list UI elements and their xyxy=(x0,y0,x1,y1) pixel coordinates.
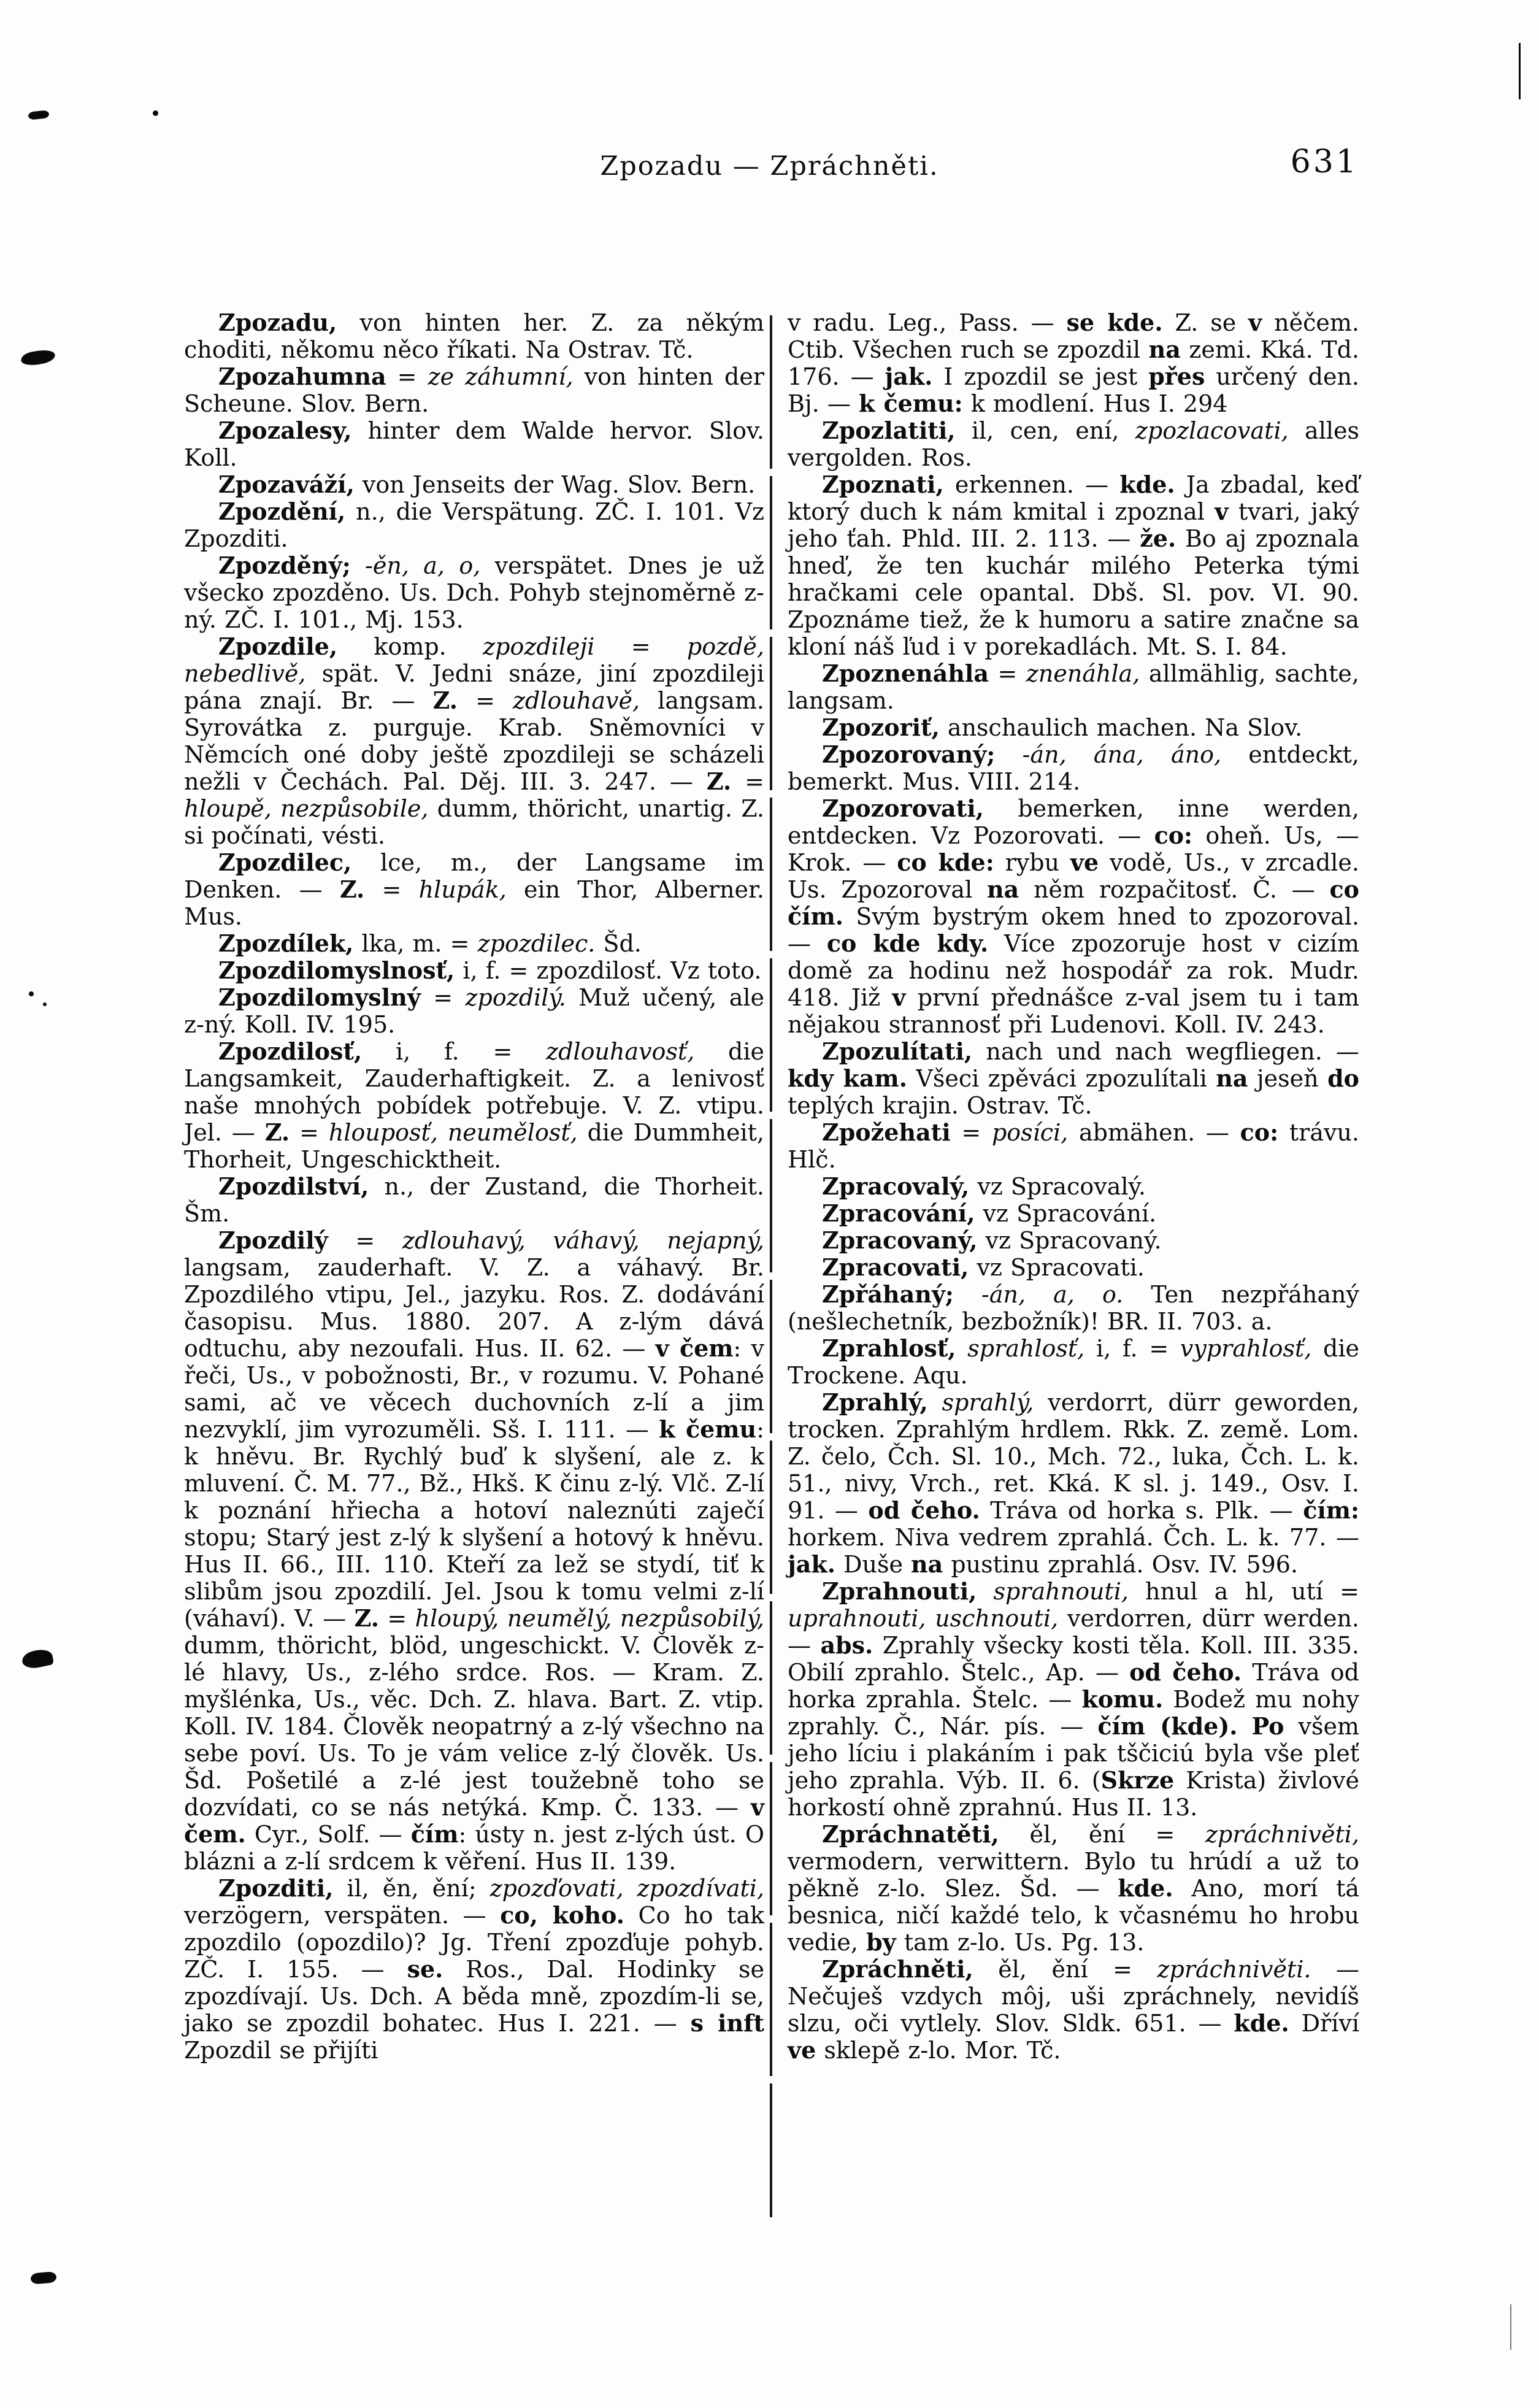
dictionary-entry-zprahany xyxy=(788,1281,1359,1335)
entry-bold-text: co: xyxy=(1154,821,1193,849)
entry-bold-text: Z. xyxy=(264,1118,290,1146)
entry-text: abmähen. — xyxy=(1068,1119,1240,1146)
entry-bold-text: na xyxy=(987,875,1019,903)
entry-text: Více zpozoruje host v cizím domě za hodinu než hospodář za rok. Mudr. 418. Již xyxy=(788,930,1359,1011)
dictionary-entry-zpozdeny xyxy=(184,552,764,633)
entry-text: i, f. = xyxy=(1084,1335,1180,1362)
dictionary-entry-zpozlatiti xyxy=(788,417,1359,471)
dictionary-entry-zpozdilstvi xyxy=(184,1173,764,1227)
entry-text: zemi. Kká. Td. 176. — xyxy=(788,336,1359,390)
entry-text: Co ho tak zpozdilo (opozdilo)? Jg. Tření zpozďuje pohyb. ZČ. I. 155. — xyxy=(184,1902,765,1983)
entry-bold-text: co čím. xyxy=(788,875,1360,930)
entry-text: pustinu zprahlá. Osv. IV. 596. xyxy=(943,1551,1299,1578)
entry-text: i, f. = xyxy=(362,1038,547,1065)
entry-bold-text: Zprahlosť, xyxy=(822,1334,956,1362)
entry-text: verzögern, verspäten. — xyxy=(184,1902,501,1929)
entry-text: die Dummheit, Thorheit, Ungeschicktheit. xyxy=(184,1119,764,1173)
entry-text: Bo aj zpoznala hneď, že ten kuchár milého Peterka tými hračkami cele opantal. Dbš. Sl. pov. VI. 90. Zpoznáme tiež, že k humoru a satire značne sa kloní náš ľud i v porekadlách. Mt. S. I. 84. xyxy=(788,525,1359,660)
entry-text: horkem. Niva vedrem zprahlá. Čch. L. k. 77. — xyxy=(788,1524,1359,1551)
right-column xyxy=(788,309,1359,2064)
entry-text: jeseň xyxy=(1248,1065,1328,1092)
entry-text: v radu. Leg., Pass. — xyxy=(788,309,1067,336)
entry-bold-text: co kde kdy. xyxy=(826,929,989,957)
entry-text: první přednášce z-val jsem tu i tam nějakou strannosť při Ludenovi. Koll. IV. 243. xyxy=(788,984,1359,1038)
entry-bold-text: Zpracování, xyxy=(822,1199,975,1227)
dictionary-entry-zprachnateti xyxy=(788,1821,1359,1956)
entry-bold-text: Zpozalesy, xyxy=(218,417,352,444)
entry-italic-text: -án, a, o. xyxy=(953,1281,1124,1308)
entry-text: verspätet. Dnes je už všecko zpozděno. Us. Dch. Pohyb stejnoměrně z-ný. ZČ. I. 101., Mj. 153. xyxy=(184,552,764,633)
scan-artifact-mark xyxy=(21,1647,55,1671)
entry-italic-text: vyprahlosť, xyxy=(1180,1335,1312,1362)
entry-italic-text: zpráchnivěti, xyxy=(1205,1821,1359,1848)
dictionary-entry-zprahnouti xyxy=(788,1578,1359,1821)
entry-italic-text: zpozdileji = pozdě, nebedlivě, xyxy=(184,633,764,687)
entry-text: bemerken, inne werden, entdecken. Vz Pozorovati. — xyxy=(788,795,1359,849)
entry-italic-text: sprahlý, xyxy=(927,1389,1034,1416)
entry-italic-text: hloupě, nezpůsobile, xyxy=(184,795,429,822)
entry-italic-text: zdlouhavě, xyxy=(513,687,640,714)
entry-text: nach und nach wegfliegen. — xyxy=(972,1038,1359,1065)
entry-bold-text: Zpozdilomyslný xyxy=(218,983,421,1011)
entry-italic-text: uprahnouti, uschnouti, xyxy=(788,1605,1059,1632)
dictionary-entry-zpracovaly xyxy=(788,1173,1359,1200)
entry-text: vodě, Us., v zrcadle. Us. Zpozoroval xyxy=(788,849,1360,903)
entry-text: vermodern, verwittern. Bylo tu hrúdí a už to pěkně z-lo. Slez. Šd. — xyxy=(788,1848,1359,1902)
entry-text: = xyxy=(731,768,765,795)
entry-bold-text: Zpozulítati, xyxy=(822,1037,973,1065)
dictionary-entry-zpozdile xyxy=(184,633,764,849)
scan-artifact-mark xyxy=(28,110,49,120)
entry-bold-text: jak. xyxy=(788,1550,835,1578)
entry-bold-text: v xyxy=(1215,498,1229,525)
entry-text: alles vergolden. Ros. xyxy=(788,417,1359,471)
entry-text: = xyxy=(328,1227,402,1254)
entry-bold-text: přes xyxy=(1148,363,1205,390)
entry-bold-text: Zpoznati, xyxy=(822,471,944,498)
entry-text: Dříví xyxy=(1289,2010,1359,2037)
entry-text: Svým bystrým okem hned to zpozoroval. — xyxy=(788,903,1359,957)
entry-bold-text: Zpráchnatěti, xyxy=(822,1820,999,1848)
entry-bold-text: Zpozdílek, xyxy=(218,929,354,957)
dictionary-entry-zpracovati xyxy=(788,1254,1359,1281)
entry-text: Bodež mu nohy zprahly. Č., Nár. pís. — xyxy=(788,1686,1359,1740)
entry-bold-text: Zpozdilý xyxy=(218,1226,328,1254)
entry-text: Ja zbadal, keď ktorý duch k nám kmital i zpoznal xyxy=(788,471,1359,525)
entry-bold-text: Zpozahumna xyxy=(218,363,386,390)
entry-bold-text: co: xyxy=(1240,1118,1279,1146)
entry-text: k modlení. Hus I. 294 xyxy=(962,390,1228,417)
entry-bold-text: Zpozlatiti, xyxy=(822,417,956,444)
entry-bold-text: na xyxy=(1216,1064,1248,1092)
entry-text: lce, m., der Langsame im Denken. — xyxy=(184,849,764,903)
entry-text: vz Spracovalý. xyxy=(969,1173,1146,1200)
entry-bold-text: Zpozdile, xyxy=(218,633,338,660)
entry-bold-text: Z. xyxy=(339,875,365,903)
entry-text: něm rozpačitosť. Č. — xyxy=(1019,876,1330,903)
scan-artifact-dot xyxy=(153,110,158,116)
entry-bold-text: Zpozdilomyslnosť, xyxy=(218,956,455,984)
entry-text: Z. se xyxy=(1162,309,1249,336)
entry-text: — Nečuješ vzdych môj, uši zpráchnely, nevidíš slzu, oči vytlely. Slov. Sldk. 651. — xyxy=(788,1956,1359,2037)
entry-bold-text: v xyxy=(892,983,906,1011)
entry-text: Zprahly všecky kosti těla. Koll. III. 335. Obilí zprahlo. Štelc., Ap. — xyxy=(788,1632,1359,1686)
entry-italic-text: -ěn, a, o, xyxy=(350,552,481,579)
entry-italic-text: zpozdilec. xyxy=(477,930,596,957)
entry-text: Šd. xyxy=(595,930,642,957)
entry-bold-text: do xyxy=(1327,1064,1359,1092)
entry-text: dumm, thöricht, blöd, ungeschickt. V. Člověk z-lé hlavy, Us., z-lého srdce. Ros. — Kram. Z. myšlénka, Us., věc. Dch. Z. hlava. Bart. Z. vtip. Koll. IV. 184. Člověk neopatrný a z-lý všechno na sebe poví. Us. To je vám velice z-lý člověk. Us. Šd. Pošetilé a z-lé jest toužebně toho se dozvídati, co se nás netýká. Kmp. Č. 133. — xyxy=(184,1632,764,1821)
entry-text: Všeci zpěváci zpozulítali xyxy=(907,1065,1216,1092)
entry-text: ein Thor, Alberner. Mus. xyxy=(184,876,765,930)
entry-bold-text: Zpozdilosť, xyxy=(218,1037,363,1065)
dictionary-entry-zpoznenahla xyxy=(788,660,1359,714)
entry-text: tvari, jaký jeho ťah. Phld. III. 2. 113. — xyxy=(788,498,1360,552)
entry-bold-text: Zpozaváží, xyxy=(218,471,355,498)
dictionary-entry-zpozehati xyxy=(788,1119,1359,1173)
dictionary-entry-zpozditi-continued xyxy=(788,309,1359,417)
entry-text: rybu xyxy=(994,849,1070,876)
entry-bold-text: Z. xyxy=(432,687,458,714)
entry-bold-text: Zpracovalý, xyxy=(822,1172,970,1200)
entry-text: = xyxy=(386,363,428,390)
entry-bold-text: se kde. xyxy=(1066,309,1163,336)
entry-bold-text: Po xyxy=(1251,1712,1284,1740)
column-divider-rule xyxy=(770,315,772,2217)
entry-text: vz Spracovaný. xyxy=(977,1227,1162,1254)
entry-bold-text: že. xyxy=(1140,525,1176,552)
entry-italic-text: zpráchnivěti. xyxy=(1157,1956,1311,1983)
entry-text: hnul a hl, utí = xyxy=(1128,1578,1359,1605)
entry-text: Cyr., Solf. — xyxy=(245,1821,411,1848)
entry-bold-text: ve xyxy=(788,2036,816,2064)
dictionary-entry-zpozdilek xyxy=(184,930,764,957)
entry-text: ěl, ění = xyxy=(999,1821,1205,1848)
entry-text: n., der Zustand, die Thorheit. Šm. xyxy=(184,1173,764,1227)
entry-text: von hinten der Scheune. Slov. Bern. xyxy=(184,363,764,417)
entry-bold-text: od čeho. xyxy=(868,1496,980,1524)
entry-italic-text: posíci, xyxy=(991,1119,1069,1146)
entry-text: erkennen. — xyxy=(943,471,1120,498)
entry-bold-text: Zprahlý, xyxy=(822,1388,928,1416)
scan-artifact-edge-line xyxy=(1510,2304,1511,2350)
dictionary-entry-zpozadu xyxy=(184,309,764,363)
entry-bold-text: kde. xyxy=(1118,1874,1173,1902)
entry-text: vz Spracování. xyxy=(975,1200,1157,1227)
entry-text: Zpozdil se přijíti xyxy=(184,2037,378,2064)
entry-bold-text: čím: xyxy=(1303,1496,1360,1524)
entry-italic-text: ze záhumní, xyxy=(428,363,574,390)
dictionary-entry-zpoznati xyxy=(788,471,1359,660)
entry-bold-text: s inft xyxy=(690,2009,764,2037)
entry-text: komp. xyxy=(337,633,483,660)
dictionary-entry-zpozdeni xyxy=(184,498,764,552)
entry-text: die Langsamkeit, Zauderhaftigkeit. Z. a lenivosť naše mnohých pobídek potřebuje. V. Z. vtipu. Jel. — xyxy=(184,1038,765,1146)
dictionary-entry-zpracovany xyxy=(788,1227,1359,1254)
entry-bold-text: čím xyxy=(410,1820,459,1848)
entry-italic-text: sprahnouti, xyxy=(977,1578,1129,1605)
entry-bold-text: Z. xyxy=(706,767,732,795)
entry-bold-text: Skrze xyxy=(1100,1766,1175,1794)
entry-bold-text: by xyxy=(866,1928,896,1956)
entry-bold-text: Zpracovaný, xyxy=(822,1226,978,1254)
entry-bold-text: na xyxy=(911,1550,943,1578)
entry-text: Muž učený, ale z-ný. Koll. IV. 195. xyxy=(184,984,765,1038)
entry-text: = xyxy=(457,687,513,714)
entry-bold-text: Zpráchněti, xyxy=(822,1955,973,1983)
entry-bold-text: Zpozdilec, xyxy=(218,848,352,876)
entry-bold-text: Zpozditi, xyxy=(218,1874,334,1902)
scan-artifact-mark xyxy=(20,348,56,367)
entry-text: = xyxy=(950,1119,992,1146)
dictionary-entry-zpozorit xyxy=(788,714,1359,741)
entry-bold-text: v čem. xyxy=(184,1793,764,1848)
dictionary-entry-zpozdilomyslnost xyxy=(184,957,764,984)
scan-artifact-dot xyxy=(43,1002,47,1006)
entry-italic-text: hlouposť, neumělosť, xyxy=(328,1119,578,1146)
dictionary-entry-zpozulitati xyxy=(788,1038,1359,1119)
dictionary-entry-zpozdily xyxy=(184,1227,764,1875)
entry-bold-text: abs. xyxy=(820,1631,873,1659)
entry-text: Ano, morí tá besnica, ničí každé telo, k včasnému ho hrobu vedie, xyxy=(788,1875,1359,1956)
entry-text: = xyxy=(988,660,1026,687)
entry-text: = xyxy=(290,1119,329,1146)
dictionary-entry-zpozahumna xyxy=(184,363,764,417)
entry-italic-text: zpozdilý. xyxy=(465,984,566,1011)
entry-bold-text: Zpoznenáhla xyxy=(822,660,989,687)
dictionary-entry-zpozalesy xyxy=(184,417,764,471)
entry-text: : k hněvu. Br. Rychlý buď k slyšení, ale z. k mluvení. Č. M. 77., Bž., Hkš. K činu z-lý. Vlč. Z-lí k poznání hřiecha a hotoví naleznúti zaječí stopu; Starý jest z-lý k slyšení a hotový k hněvu. Hus II. 66., III. 110. Kteří za lež se stydí, tiť k slibům jsou zpozdilí. Jel. Jsou k tomu velmi z-lí (váhaví). V. — xyxy=(184,1416,764,1632)
entry-bold-text: k čemu xyxy=(659,1415,757,1443)
entry-bold-text: na xyxy=(1148,336,1181,363)
entry-text: = xyxy=(420,984,466,1011)
entry-text: sklepě z-lo. Mor. Tč. xyxy=(816,2037,1061,2064)
entry-bold-text: kdy kam. xyxy=(788,1064,907,1092)
entry-text: Tráva od horka s. Plk. — xyxy=(980,1497,1303,1524)
entry-text: hinter dem Walde hervor. Slov. Koll. xyxy=(184,417,764,471)
entry-bold-text: co, koho. xyxy=(500,1901,624,1929)
entry-bold-text: se. xyxy=(407,1955,443,1983)
entry-text: von Jenseits der Wag. Slov. Bern. xyxy=(354,471,756,498)
dictionary-entry-zpracovani xyxy=(788,1200,1359,1227)
entry-text: Tráva od horka zprahla. Štelc. — xyxy=(788,1659,1359,1713)
entry-text: allmählig, sachte, langsam. xyxy=(788,660,1359,714)
scan-artifact-edge-line xyxy=(1519,43,1521,99)
entry-text: vz Spracovati. xyxy=(969,1254,1145,1281)
entry-bold-text: jak. xyxy=(885,363,933,390)
left-column xyxy=(184,309,764,2064)
entry-text: : ústy n. jest z-lých úst. O blázni a z-lí srdcem k věření. Hus II. 139. xyxy=(184,1821,764,1875)
page-number: 631 xyxy=(1290,144,1359,180)
entry-bold-text: kde. xyxy=(1234,2009,1289,2037)
entry-bold-text: Zpozdění, xyxy=(218,498,346,525)
scan-artifact-dot xyxy=(29,991,34,996)
dictionary-entry-zpozavazi xyxy=(184,471,764,498)
entry-text: ěl, ění = xyxy=(973,1956,1157,1983)
entry-bold-text: kde. xyxy=(1119,471,1175,498)
entry-text: spät. V. Jedni snáze, jiní zpozdileji pána znají. Br. — xyxy=(184,660,764,714)
entry-text: Ros., Dal. Hodinky se zpozdívají. Us. Dch. A běda mně, zpozdím-li se, jako se zpozdil bohatec. Hus I. 221. — xyxy=(184,1956,764,2037)
entry-text: von hinten her. Z. za někým choditi, někomu něco říkati. Na Ostrav. Tč. xyxy=(184,309,764,363)
entry-bold-text: Zpřáhaný; xyxy=(822,1280,954,1308)
entry-bold-text: Zpozorovaný; xyxy=(822,740,996,768)
entry-bold-text: čím (kde). xyxy=(1097,1712,1238,1740)
entry-text: lka, m. = xyxy=(353,930,478,957)
entry-italic-text: zdlouhavý, váhavý, nejapný, xyxy=(402,1227,764,1254)
entry-italic-text: zpozďovati, zpozdívati, xyxy=(489,1875,764,1902)
entry-text: i, f. = zpozdilosť. Vz toto. xyxy=(455,957,762,984)
entry-italic-text: zpozlacovati, xyxy=(1135,417,1289,444)
entry-text: verdorrt, dürr geworden, trocken. Zprahlým hrdlem. Rkk. Z. země. Lom. Z. čelo, Čch. Sl. 10., Mch. 72., luka, Čch. L. k. 51., nivy, Vrch., ret. Kká. K sl. j. 149., Osv. I. 91. — xyxy=(788,1389,1359,1524)
entry-bold-text: co kde: xyxy=(897,848,994,876)
entry-text xyxy=(1238,1713,1252,1740)
entry-text: entdeckt, bemerkt. Mus. VIII. 214. xyxy=(788,741,1359,795)
entry-bold-text: Zprahnouti, xyxy=(822,1577,977,1605)
entry-bold-text: v xyxy=(1248,309,1262,336)
dictionary-entry-zpozorovany xyxy=(788,741,1359,795)
entry-text: Krista) živlové horkostí ohně zprahnú. Hus II. 13. xyxy=(788,1767,1359,1821)
dictionary-entry-zprahlost xyxy=(788,1335,1359,1389)
entry-bold-text: Zpozadu, xyxy=(218,309,337,336)
entry-text: die Trockene. Aqu. xyxy=(788,1335,1359,1389)
entry-text: : v řeči, Us., v pobožnosti, Br., v rozumu. V. Pohané sami, ač ve věcech duchovních z-lí a jim nezvyklí, jim vyrozuměli. Sš. I. 111. — xyxy=(184,1335,764,1443)
entry-text: il, ěn, ění; xyxy=(333,1875,490,1902)
entry-text: teplých krajin. Ostrav. Tč. xyxy=(788,1092,1092,1119)
entry-text: I zpozdil se jest xyxy=(932,363,1149,390)
entry-text: langsam. Syrovátka z. purguje. Krab. Sněmovníci v Němcích oné doby ještě zpozdileji se scházeli nežli v Čechách. Pal. Děj. III. 3. 247. — xyxy=(184,687,764,795)
entry-text: určený den. Bj. — xyxy=(788,363,1359,417)
entry-text: všem jeho líciu i plakáním i pak tščiciú byla vše pleť jeho zprahla. Výb. II. 6. ( xyxy=(788,1713,1359,1794)
dictionary-entry-zpozdilost xyxy=(184,1038,764,1173)
entry-italic-text: sprahlosť, xyxy=(956,1335,1085,1362)
entry-text: langsam, zauderhaft. V. Z. a váhavý. Br. Zpozdilého vtipu, Jel., jazyku. Ros. Z. dodávání časopisu. Mus. 1880. 207. A z-lým dává odtuchu, aby nezoufali. Hus. II. 62. — xyxy=(184,1254,764,1362)
entry-italic-text: -án, ána, áno, xyxy=(995,741,1222,768)
entry-bold-text: Zpozoriť, xyxy=(822,714,940,741)
entry-text: = xyxy=(378,1605,415,1632)
dictionary-entry-zpozdilomyslny xyxy=(184,984,764,1038)
entry-italic-text: zdlouhavosť, xyxy=(546,1038,695,1065)
entry-bold-text: od čeho. xyxy=(1129,1658,1242,1686)
dictionary-entry-zpozorovati xyxy=(788,795,1359,1038)
entry-bold-text: k čemu: xyxy=(858,390,963,417)
entry-text: trávu. Hlč. xyxy=(788,1119,1360,1173)
entry-bold-text: komu. xyxy=(1081,1685,1164,1713)
dictionary-entry-zpozditi xyxy=(184,1875,764,2064)
entry-bold-text: Zpožehati xyxy=(822,1118,951,1146)
entry-text: Duše xyxy=(835,1551,912,1578)
entry-italic-text: hloupý, neumělý, nezpůsobilý, xyxy=(415,1605,765,1632)
entry-bold-text: Zpozdilství, xyxy=(218,1172,369,1200)
entry-bold-text: v čem xyxy=(655,1334,734,1362)
entry-bold-text: Zpozorovati, xyxy=(822,794,984,822)
dictionary-entry-zprachneti xyxy=(788,1956,1359,2064)
entry-text: oheň. Us, — Krok. — xyxy=(788,822,1359,876)
entry-text: něčem. Ctib. Všechen ruch se zpozdil xyxy=(788,309,1359,363)
dictionary-entry-zprahly xyxy=(788,1389,1359,1578)
entry-text: Ten nezpřáhaný (nešlechetník, bezbožník)! BR. II. 703. a. xyxy=(788,1281,1359,1335)
dictionary-entry-zpozdilec xyxy=(184,849,764,930)
entry-text: tam z-lo. Us. Pg. 13. xyxy=(896,1929,1145,1956)
entry-text: n., die Verspätung. ZČ. I. 101. Vz Zpozditi. xyxy=(184,498,764,552)
entry-italic-text: znenáhla, xyxy=(1026,660,1140,687)
entry-text: = xyxy=(364,876,419,903)
entry-bold-text: Zpracovati, xyxy=(822,1253,969,1281)
entry-bold-text: Z. xyxy=(354,1604,379,1632)
entry-text: il, cen, ení, xyxy=(955,417,1135,444)
entry-text: verdorren, dürr werden. — xyxy=(788,1605,1359,1659)
running-title: Zpozadu — Zpráchněti. xyxy=(600,151,939,182)
entry-bold-text: Zpozděný; xyxy=(218,552,351,579)
entry-italic-text: hlupák, xyxy=(418,876,507,903)
entry-text: dumm, thöricht, unartig. Z. si počínati, vésti. xyxy=(184,795,765,849)
entry-bold-text: ve xyxy=(1070,848,1099,876)
scan-artifact-mark xyxy=(30,2271,56,2285)
entry-text: anschaulich machen. Na Slov. xyxy=(939,714,1303,741)
